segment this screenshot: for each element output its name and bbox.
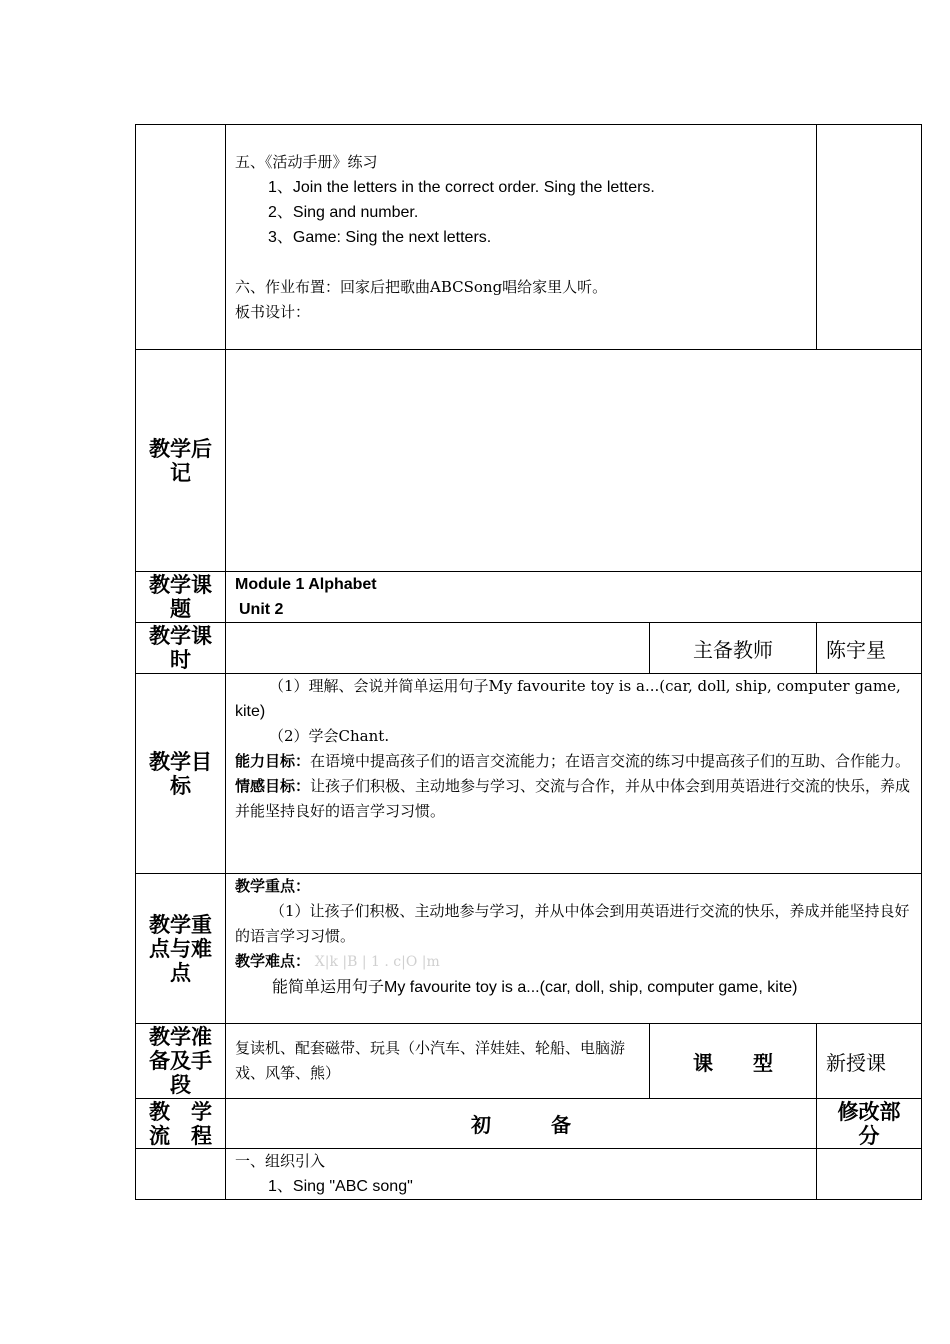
flow-label-b: 流 程 xyxy=(149,1123,212,1148)
flow-content xyxy=(226,1149,817,1200)
row-period xyxy=(136,623,922,674)
board-design-line: 板书设计： xyxy=(235,303,311,321)
activities-cell xyxy=(226,125,817,350)
activity-item: 1、Join the letters in the correct order. Sing the letters. xyxy=(268,179,655,196)
flow-revise-empty xyxy=(817,1149,922,1200)
goals-content xyxy=(226,674,922,874)
period-content xyxy=(226,623,650,674)
keypoints-content xyxy=(226,874,922,1024)
row-keypoints xyxy=(136,874,922,1024)
goal-1b: kite) xyxy=(235,703,266,720)
flow-step-1-1: 1、Sing "ABC song" xyxy=(268,1178,413,1195)
revise-cell-empty xyxy=(817,125,922,350)
keypoints-label: 教学重点与难点 xyxy=(136,874,226,1024)
row-reflection xyxy=(136,350,922,572)
activity-item: 2、Sing and number. xyxy=(268,204,419,221)
row-flow-start xyxy=(136,1149,922,1200)
period-label: 教学课时 xyxy=(136,623,226,674)
goal-1a: （1）理解、会说并简单运用句子My favourite toy is a...(car, doll, ship, computer game, xyxy=(269,677,901,695)
topic-label: 教学课题 xyxy=(136,572,226,623)
draft-label: 初 备 xyxy=(226,1099,817,1149)
watermark: X|k |B | 1 . c|O |m xyxy=(314,954,440,970)
homework-line: 六、作业布置：回家后把歌曲ABCSong唱给家里人听。 xyxy=(235,278,608,296)
flow-step-1: 一、组织引入 xyxy=(235,1152,326,1170)
focus-label: 教学重点： xyxy=(235,877,311,895)
prep-label: 教学准备及手段 xyxy=(136,1024,226,1099)
topic-content xyxy=(226,572,922,623)
goal-2: （2）学会Chant. xyxy=(269,727,390,745)
row-activities xyxy=(136,125,922,350)
reflection-content xyxy=(226,350,922,572)
activity-item: 3、Game: Sing the next letters. xyxy=(268,229,492,246)
row-topic xyxy=(136,572,922,623)
row-goals xyxy=(136,674,922,874)
topic-module: Module 1 Alphabet xyxy=(235,576,377,593)
flow-empty xyxy=(136,1149,226,1200)
topic-unit: Unit 2 xyxy=(239,601,284,618)
label-cell-empty xyxy=(136,125,226,350)
type-label: 课 型 xyxy=(650,1024,817,1099)
ability-goal: 能力目标：在语境中提高孩子们的语言交流能力；在语言交流的练习中提高孩子们的互助、合作能力。 xyxy=(235,752,911,770)
lesson-plan-table xyxy=(135,124,922,1200)
flow-label xyxy=(136,1099,226,1149)
difficulty-text: 能简单运用句子My favourite toy is a...(car, doll, ship, computer game, kite) xyxy=(272,979,798,996)
prep-content: 复读机、配套磁带、玩具（小汽车、洋娃娃、轮船、电脑游戏、风筝、熊） xyxy=(226,1024,650,1099)
flow-label-a: 教 学 xyxy=(149,1099,212,1124)
focus-text: （1）让孩子们积极、主动地参与学习，并从中体会到用英语进行交流的快乐，养成并能坚持良好的语言学习习惯。 xyxy=(235,902,910,945)
emotion-goal: 情感目标：让孩子们积极、主动地参与学习、交流与合作，并从中体会到用英语进行交流的快乐，养成并能坚持良好的语言学习习惯。 xyxy=(235,777,911,820)
revise-label: 修改部分 xyxy=(817,1099,922,1149)
teacher-name: 陈宇星 xyxy=(817,623,922,674)
row-prep xyxy=(136,1024,922,1099)
difficulty-line: 教学难点： X|k |B | 1 . c|O |m xyxy=(235,952,440,970)
type-value: 新授课 xyxy=(817,1024,922,1099)
row-flow-header xyxy=(136,1099,922,1149)
blank-line xyxy=(235,250,816,275)
activities-heading: 五、《活动手册》练习 xyxy=(235,153,378,171)
goals-label: 教学目标 xyxy=(136,674,226,874)
reflection-label: 教学后记 xyxy=(136,350,226,572)
teacher-label: 主备教师 xyxy=(650,623,817,674)
